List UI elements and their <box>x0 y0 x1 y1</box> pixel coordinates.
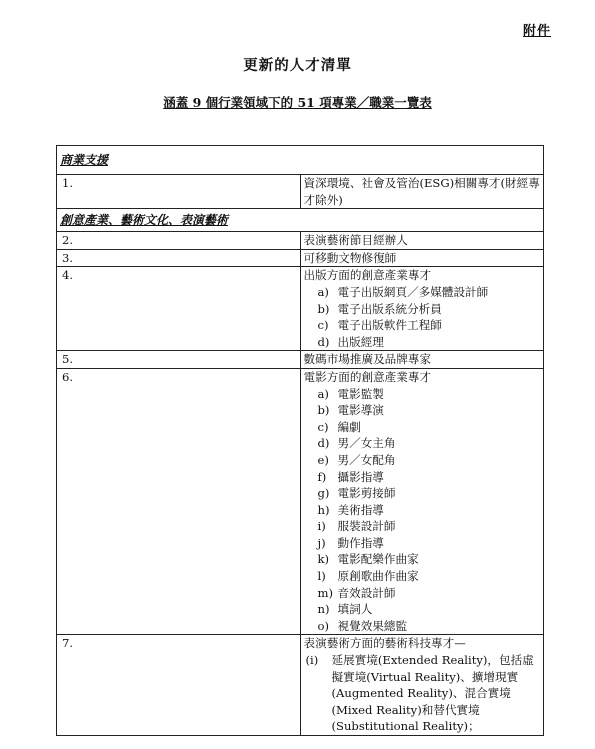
sub-item <box>304 334 541 351</box>
sub-item-marker: l) <box>317 569 326 584</box>
item-cell <box>300 368 544 635</box>
category-heading: 創意產業、藝術文化、表演藝術 <box>57 209 544 232</box>
item-cell <box>300 267 544 351</box>
sub-item <box>304 317 541 334</box>
sub-item-marker: h) <box>317 502 330 517</box>
sub-item-marker: j) <box>317 535 326 550</box>
sub-item-marker: b) <box>317 301 330 316</box>
sub-item <box>304 551 541 568</box>
category-heading: 商業支援 <box>57 146 544 175</box>
item-label: 表演藝術節目經辦人 <box>300 232 544 250</box>
sub-item <box>304 535 541 552</box>
sub-item-label: 電影監製 <box>337 386 384 401</box>
sub-item <box>304 601 541 618</box>
sub-item-marker: d) <box>317 334 330 349</box>
sub-item-label: 電影配樂作曲家 <box>337 552 419 567</box>
sub-item-label: 視覺效果總監 <box>337 618 408 633</box>
sub-item-label: 男／女配角 <box>337 452 396 467</box>
table-row <box>57 175 544 209</box>
sub-item-marker: n) <box>317 602 330 617</box>
sub-item-marker: c) <box>317 318 329 333</box>
item-number: 5. <box>57 351 301 369</box>
sub-item <box>304 502 541 519</box>
item-cell <box>300 635 544 736</box>
sub-item-marker: b) <box>317 403 330 418</box>
sub-item-marker: a) <box>317 284 329 299</box>
sub-item <box>304 618 541 635</box>
item-number: 7. <box>57 635 301 736</box>
sub-item-label: 攝影指導 <box>337 469 384 484</box>
sub-item-label: 電影導演 <box>337 403 384 418</box>
table-row <box>57 232 544 250</box>
table-row <box>57 368 544 635</box>
sub-item <box>304 568 541 585</box>
sub-item-marker: (i) <box>305 653 319 668</box>
sub-item <box>304 585 541 602</box>
sub-item-label: 美術指導 <box>337 502 384 517</box>
sub-item-marker: m) <box>317 585 334 600</box>
sub-item-label: 填詞人 <box>337 602 373 617</box>
sub-item <box>304 386 541 403</box>
sub-item <box>304 518 541 535</box>
sub-item <box>304 652 541 735</box>
sub-item-marker: d) <box>317 436 330 451</box>
document-title: 更新的人才清單 <box>243 57 352 74</box>
item-label: 表演藝術方面的藝術科技專才— <box>303 636 466 651</box>
sub-item-label: 電子出版網頁／多媒體設計師 <box>337 284 489 299</box>
item-label: 資深環境、社會及管治(ESG)相關專才(財經專才除外) <box>300 175 544 209</box>
sub-item <box>304 284 541 301</box>
sub-item-label: 音效設計師 <box>337 585 396 600</box>
sub-item-label: 電影剪接師 <box>337 486 396 501</box>
item-number: 1. <box>57 175 301 209</box>
sub-item <box>304 419 541 436</box>
sub-item-marker: a) <box>317 386 329 401</box>
document-subtitle: 涵蓋 9 個行業領域下的 51 項專業／職業一覽表 <box>163 95 432 110</box>
sub-item-label: 編劇 <box>337 419 361 434</box>
sub-item-label: 延展實境(Extended Reality)，包括虛擬實境(Virtual Reality)、擴增現實(Augmented Reality)、混合實境(Mixed Reality)和替代實境(Substitutional Reality)； <box>331 653 534 734</box>
item-number: 6. <box>57 368 301 635</box>
item-number: 3. <box>57 249 301 267</box>
sub-item-marker: k) <box>317 552 330 567</box>
sub-item-label: 電子出版軟件工程師 <box>337 318 442 333</box>
sub-item <box>304 469 541 486</box>
sub-item <box>304 435 541 452</box>
sub-item-label: 男／女主角 <box>337 436 396 451</box>
sub-item-marker: g) <box>317 486 330 501</box>
item-number: 4. <box>57 267 301 351</box>
sub-item-marker: f) <box>317 469 327 484</box>
item-number: 2. <box>57 232 301 250</box>
table-row <box>57 249 544 267</box>
annex-label: 附件 <box>522 24 551 39</box>
item-label: 電影方面的創意產業專才 <box>303 369 432 384</box>
table-row <box>57 267 544 351</box>
sub-item <box>304 301 541 318</box>
sub-item-label: 出版經理 <box>337 334 384 349</box>
sub-item-marker: c) <box>317 419 329 434</box>
table-row <box>57 635 544 736</box>
sub-item <box>304 452 541 469</box>
category-row-creative <box>57 209 544 232</box>
category-row-business <box>57 146 544 175</box>
item-label: 數碼市場推廣及品牌專家 <box>300 351 544 369</box>
sub-item-label: 電子出版系統分析員 <box>337 301 442 316</box>
sub-item <box>304 485 541 502</box>
item-label: 可移動文物修復師 <box>300 249 544 267</box>
table-row <box>57 351 544 369</box>
sub-item-marker: e) <box>317 452 329 467</box>
item-label: 出版方面的創意產業專才 <box>303 268 432 283</box>
sub-item-marker: o) <box>317 618 330 633</box>
talent-list-table <box>56 145 544 736</box>
sub-item-label: 服裝設計師 <box>337 519 396 534</box>
sub-item-marker: i) <box>317 519 326 534</box>
sub-item-label: 原創歌曲作曲家 <box>337 569 419 584</box>
sub-item-label: 動作指導 <box>337 535 384 550</box>
sub-item <box>304 402 541 419</box>
